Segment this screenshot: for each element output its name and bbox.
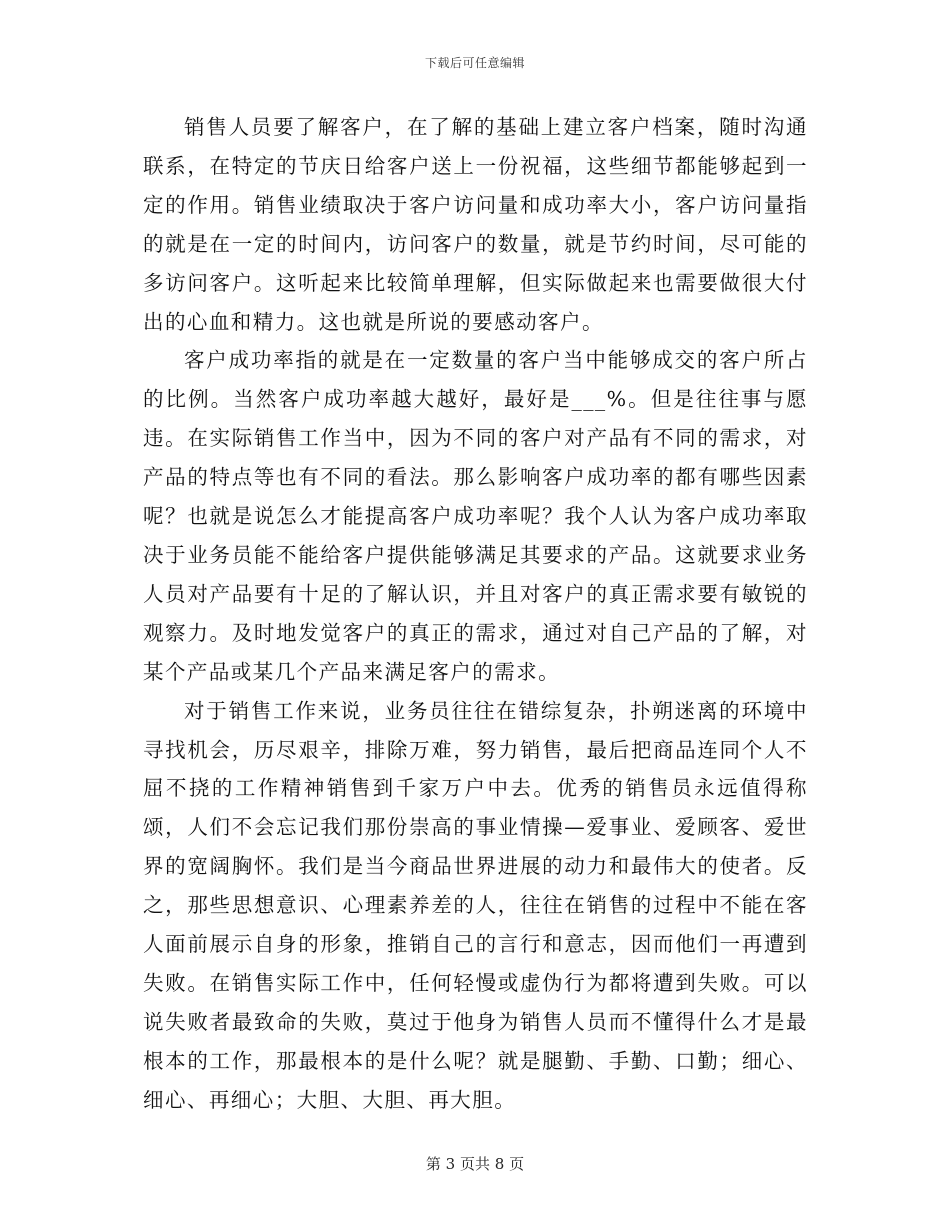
paragraph-2: 客户成功率指的就是在一定数量的客户当中能够成交的客户所占的比例。当然客户成功率越大越好，最好是___%。但是往往事与愿违。在实际销售工作当中，因为不同的客户对产品有不同的需求，对产品的特点等也有不同的看法。那么影响客户成功率的都有哪些因素呢？也就是说怎么才能提高客户成功率呢？我个人认为客户成功率取决于业务员能不能给客户提供能够满足其要求的产品。这就要求业务人员对产品要有十足的了解认识，并且对客户的真正需求要有敏锐的观察力。及时地发觉客户的真正的需求，通过对自己产品的了解，对某个产品或某几个产品来满足客户的需求。 [143, 348, 808, 684]
paragraph-1: 销售人员要了解客户，在了解的基础上建立客户档案，随时沟通联系，在特定的节庆日给客户送上一份祝福，这些细节都能够起到一定的作用。销售业绩取决于客户访问量和成功率大小，客户访问量指的就是在一定的时间内，访问客户的数量，就是节约时间，尽可能的多访问客户。这听起来比较简单理解，但实际做起来也需要做很大付出的心血和精力。这也就是所说的要感动客户。 [143, 115, 808, 334]
page-header: 下载后可任意编辑 [424, 56, 525, 70]
paragraph-3: 对于销售工作来说，业务员往往在错综复杂，扑朔迷离的环境中寻找机会，历尽艰辛，排除万难，努力销售，最后把商品连同个人不屈不挠的工作精神销售到千家万户中去。优秀的销售员永远值得称颂，人们不会忘记我们那份崇高的事业情操—爱事业、爱顾客、爱世界的宽阔胸怀。我们是当今商品世界进展的动力和最伟大的使者。反之，那些思想意识、心理素养差的人，往往在销售的过程中不能在客人面前展示自身的形象，推销自己的言行和意志，因而他们一再遭到失败。在销售实际工作中，任何轻慢或虚伪行为都将遭到失败。可以说失败者最致命的失败，莫过于他身为销售人员而不懂得什么才是最根本的工作，那最根本的是什么呢？就是腿勤、手勤、口勤；细心、细心、再细心；大胆、大胆、再大胆。 [143, 698, 808, 1112]
document-body [143, 108, 808, 1120]
page-number-footer: 第 3 页共 8 页 [425, 1155, 525, 1173]
